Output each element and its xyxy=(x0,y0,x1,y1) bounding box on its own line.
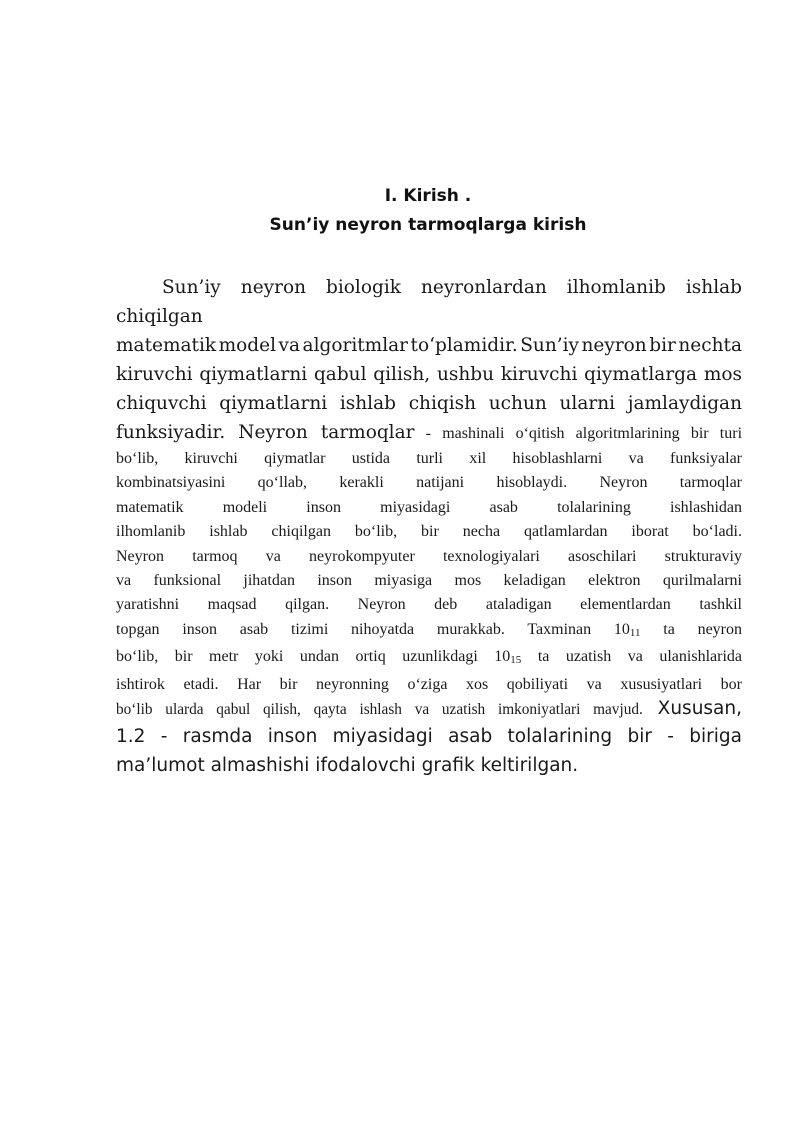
text-line: kombinatsiyasini qo‘llab, kerakli natijani hisoblaydi. Neyron tarmoqlar xyxy=(116,474,742,492)
text-line: matematik modeli inson miyasidagi asab tolalarining ishlashidan xyxy=(116,498,742,516)
text-line: va funksional jihatdan inson miyasiga mos keladigan elektron qurilmalarni xyxy=(116,572,742,590)
section-title: Sun’iy neyron tarmoqlarga kirish xyxy=(269,215,587,235)
text-line: kiruvchi qiymatlarni qabul qilish, ushbu kiruvchi qiymatlarga mos xyxy=(116,364,742,385)
text-segment: topgan inson asab tizimi nihoyatda murakkab. Taxminan 10 xyxy=(116,620,630,638)
text-line: ma’lumot almashishi ifodalovchi grafik keltirilgan. xyxy=(116,755,579,777)
text-line: bo‘lib, kiruvchi qiymatlar ustida turli xil hisoblashlarni va funksiyalar xyxy=(116,450,742,467)
text-line xyxy=(116,618,742,645)
intro-paragraph xyxy=(116,273,742,780)
text-segment: ta uzatish va ulanishlarida xyxy=(521,648,743,666)
exponent: 15 xyxy=(510,654,522,667)
chapter-title: I. Kirish . xyxy=(384,186,472,206)
text-segment: - mashinali o‘qitish algoritmlarining bir turi xyxy=(414,425,743,442)
text-line xyxy=(116,697,742,722)
text-line: Neyron tarmoq va neyrokompyuter texnologiyalari asoschilari strukturaviy xyxy=(116,547,742,565)
text-segment: bo‘lib, bir metr yoki undan ortiq uzunlikdagi 10 xyxy=(116,648,511,666)
text-line: ishtirok etadi. Har bir neyronning o‘ziga xos qobiliyati va xususiyatlari bor xyxy=(116,675,742,693)
text-line: matematik model va algoritmlar to‘plamidir. Sun’iy neyron bir nechta xyxy=(116,335,742,356)
text-line: 1.2 - rasmda inson miyasidagi asab tolalarining bir - biriga xyxy=(116,726,742,748)
text-line: Sun’iy neyron biologik neyronlardan ilhomlanib ishlab xyxy=(162,277,742,298)
text-segment: bo‘lib ularda qabul qilish, qayta ishlash va uzatish imkoniyatlari mavjud. xyxy=(116,701,643,719)
text-line: chiqilgan xyxy=(116,306,203,327)
text-segment: funksiyadir. Neyron tarmoqlar xyxy=(116,422,415,443)
text-line xyxy=(116,418,742,447)
exponent: 11 xyxy=(629,626,641,639)
text-line: ilhomlanib ishlab chiqilgan bo‘lib, bir necha qatlamlardan iborat bo‘ladi. xyxy=(116,523,742,541)
text-line: chiquvchi qiymatlarni ishlab chiqish uchun ularni jamlaydigan xyxy=(116,393,742,414)
text-segment: Xususan, xyxy=(642,698,742,720)
text-segment: ta neyron xyxy=(640,620,742,638)
text-line: yaratishni maqsad qilgan. Neyron deb ataladigan elementlardan tashkil xyxy=(116,596,742,614)
text-line xyxy=(116,645,742,672)
